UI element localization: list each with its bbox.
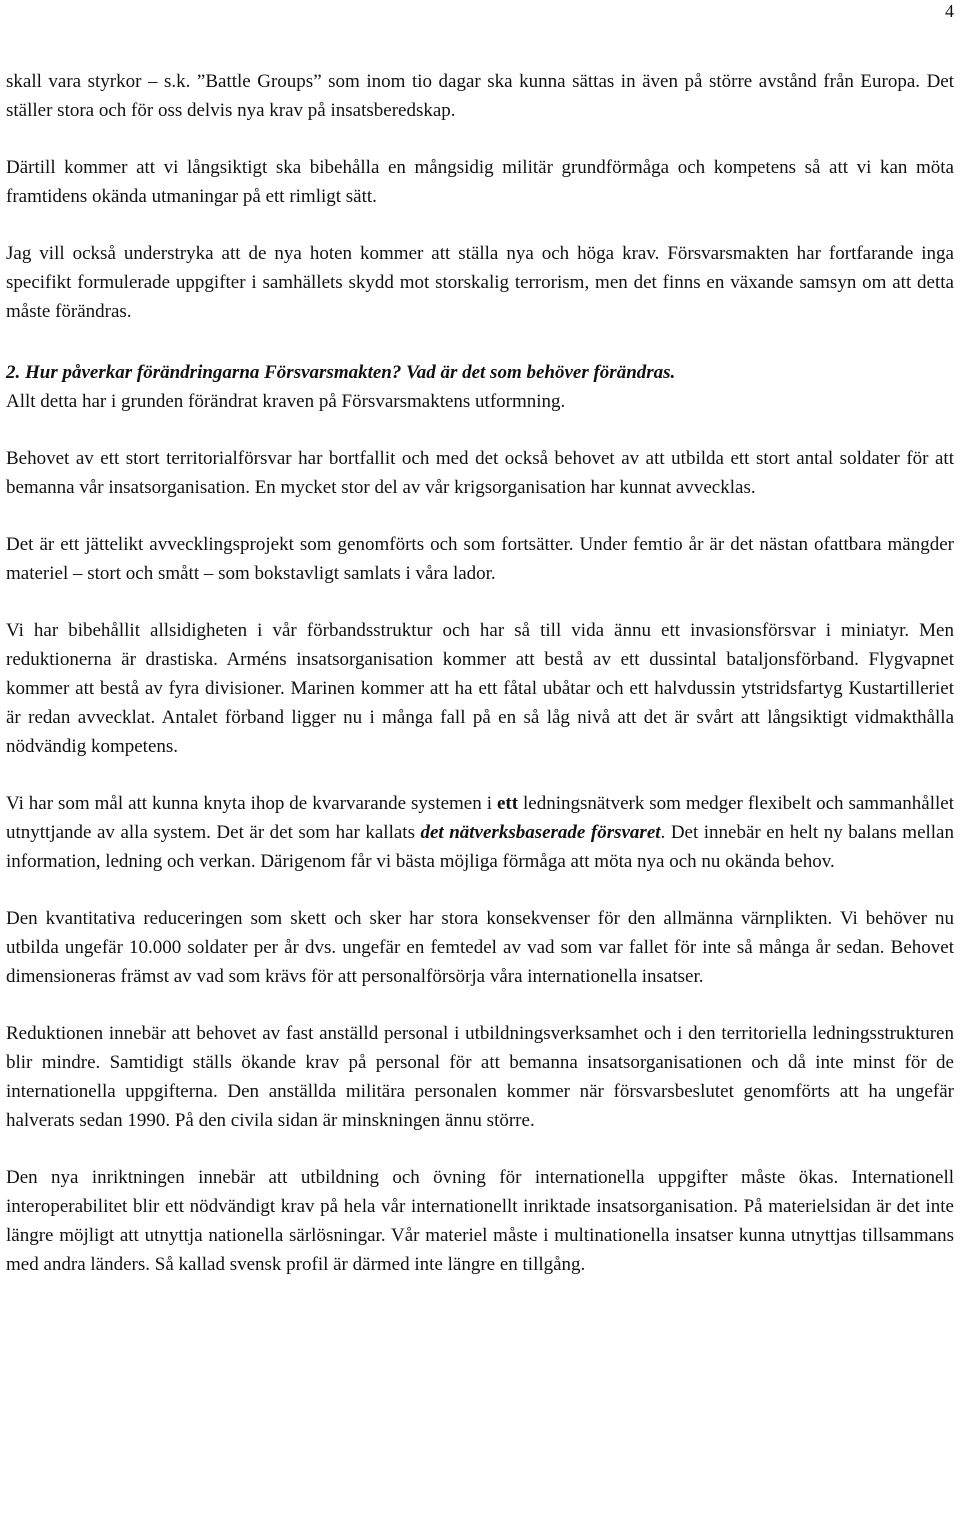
paragraph-8-emphasis-ett: ett xyxy=(496,793,519,814)
paragraph-3: Jag vill också understryka att de nya hoten kommer att ställa nya och höga krav. Försvarsmakten har fortfarande inga specifikt formulerade uppgifter i samhällets skydd mot storskalig terrorism, men det finns en växande samsyn om att detta måste förändras. xyxy=(6,243,954,322)
paragraph-1: skall vara styrkor – s.k. ”Battle Groups” som inom tio dagar ska kunna sättas in även på större avstånd från Europa. Det ställer stora och för oss delvis nya krav på insatsberedskap. xyxy=(6,71,954,121)
paragraph-5: Behovet av ett stort territorialförsvar har bortfallit och med det också behovet av att utbilda ett stort antal soldater för att bemanna vår insatsorganisation. En mycket stor del av vår krigsorganisation har kunnat avvecklas. xyxy=(6,448,954,498)
document-body xyxy=(6,67,954,1307)
paragraph-9: Den kvantitativa reduceringen som skett och sker har stora konsekvenser för den allmänna värnplikten. Vi behöver nu utbilda ungefär 10.000 soldater per år dvs. ungefär en femtedel av vad som var fallet för inte så många år sedan. Behovet dimensioneras främst av vad som krävs för att personalförsörja våra internationella insatser. xyxy=(6,908,954,987)
section-heading: 2. Hur påverkar förändringarna Försvarsmakten? Vad är det som behöver förändras. xyxy=(6,362,676,383)
page-number: 4 xyxy=(945,1,954,21)
paragraph-4: Allt detta har i grunden förändrat kraven på Försvarsmaktens utformning. xyxy=(6,391,566,412)
paragraph-11: Den nya inriktningen innebär att utbildning och övning för internationella uppgifter måste ökas. Internationell interoperabilitet blir ett nödvändigt krav på hela vår internationellt inriktade insatsorganisation. På materielsidan är det inte längre möjligt att utnyttja nationella särlösningar. Vår materiel måste i multinationella insatser kunna utnyttjas tillsammans med andra länders. Så kallad svensk profil är därmed inte längre en tillgång. xyxy=(6,1167,954,1275)
paragraph-10: Reduktionen innebär att behovet av fast anställd personal i utbildningsverksamhet och i den territoriella ledningsstrukturen blir mindre. Samtidigt ställs ökande krav på personal för att bemanna insatsorganisationen och då inte minst för de internationella uppgifterna. Den anställda militära personalen kommer när försvarsbeslutet genomförts att ha ungefär halverats sedan 1990. På den civila sidan är minskningen ännu större. xyxy=(6,1023,954,1131)
paragraph-8-text-c: ledningsnätverk som medger flexibelt och sammanhållet utnyttjande av alla system. Det är det som har kallats xyxy=(6,793,955,843)
paragraph-2: Därtill kommer att vi långsiktigt ska bibehålla en mångsidig militär grundförmåga och kompetens så att vi kan möta framtidens okända utmaningar på ett rimligt sätt. xyxy=(6,157,954,207)
paragraph-8-text-e: . Det innebär en helt ny balans mellan information, ledning och verkan. Därigenom får vi bästa möjliga förmåga att möta nya och nu okända behov. xyxy=(6,822,954,872)
paragraph-8-text-a: Vi har som mål att kunna knyta ihop de kvarvarande systemen i xyxy=(6,793,497,814)
paragraph-8-emphasis-term: det nätverksbaserade försvaret xyxy=(420,822,661,843)
paragraph-6: Det är ett jättelikt avvecklingsprojekt som genomförts och som fortsätter. Under femtio år är det nästan ofattbara mängder materiel – stort och smått – som bokstavligt samlats i våra lador. xyxy=(6,534,954,584)
paragraph-7: Vi har bibehållit allsidigheten i vår förbandsstruktur och har så till vida ännu ett invasionsförsvar i miniatyr. Men reduktionerna är drastiska. Arméns insatsorganisation kommer att bestå av ett dussintal bataljonsförband. Flygvapnet kommer att bestå av fyra divisioner. Marinen kommer att ha ett fåtal ubåtar och ett halvdussin ytstridsfartyg Kustartilleriet är redan avvecklat. Antalet förband ligger nu i många fall på en så låg nivå att det är svårt att långsiktigt vidmakthålla nödvändig kompetens. xyxy=(6,620,954,757)
paragraph-8 xyxy=(6,789,954,876)
